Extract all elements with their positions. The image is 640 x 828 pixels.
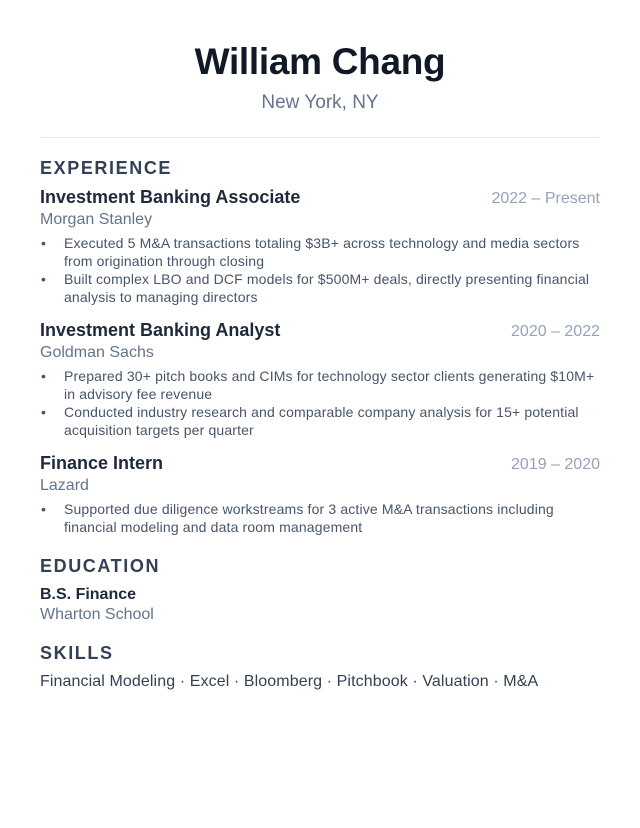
job-bullets [40,500,600,536]
bullet-marker: • [41,501,47,517]
job-company: Lazard [40,477,89,494]
job-company: Goldman Sachs [40,344,154,361]
job-dates: 2020 – 2022 [511,323,600,340]
candidate-name: William Chang [194,41,446,82]
job-entry [40,452,600,536]
job-bullets [40,234,600,306]
bullet-text: Conducted industry research and comparable company analysis for 15+ potential acquisition targets per quarter [64,404,579,438]
resume-header [40,0,600,114]
education-section [40,556,600,625]
job-entry [40,186,600,306]
bullet-item [40,234,600,270]
job-title: Finance Intern [40,453,164,473]
bullet-text: Supported due diligence workstreams for 3 active M&A transactions including financial modeling and data room management [64,501,554,535]
header-divider [40,137,600,138]
degree: B.S. Finance [40,586,137,603]
bullet-marker: • [41,404,47,420]
candidate-location: New York, NY [261,92,379,113]
bullet-marker: • [41,271,47,287]
bullet-item [40,367,600,403]
bullet-marker: • [41,235,47,251]
job-dates: 2022 – Present [491,190,600,207]
bullet-item [40,270,600,306]
job-dates: 2019 – 2020 [511,456,600,473]
bullet-item [40,403,600,439]
bullet-text: Executed 5 M&A transactions totaling $3B+ across technology and media sectors from origination through closing [64,235,580,269]
education-heading: EDUCATION [40,556,161,576]
experience-heading: EXPERIENCE [40,158,173,178]
skills-section [40,643,600,692]
experience-section [40,158,600,536]
bullet-text: Prepared 30+ pitch books and CIMs for technology sector clients generating $10M+ in advisory fee revenue [64,368,595,402]
bullet-item [40,500,600,536]
bullet-marker: • [41,368,47,384]
job-bullets [40,367,600,439]
job-entry [40,319,600,439]
skills-list: Financial Modeling · Excel · Bloomberg · Pitchbook · Valuation · M&A [40,673,539,690]
skills-heading: SKILLS [40,643,114,663]
school: Wharton School [40,606,154,623]
job-company: Morgan Stanley [40,211,153,228]
bullet-text: Built complex LBO and DCF models for $500M+ deals, directly presenting financial analysis to managing directors [64,271,590,305]
job-title: Investment Banking Associate [40,187,301,207]
job-title: Investment Banking Analyst [40,320,281,340]
